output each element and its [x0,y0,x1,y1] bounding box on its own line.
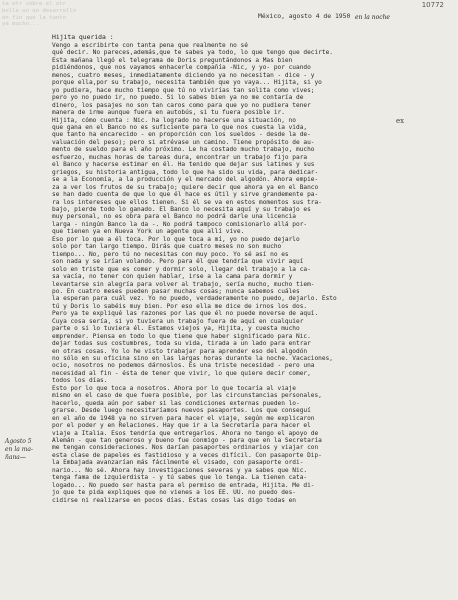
body-line: larga - ningún Banco la da -. No podrá tampoco comisionarlo allá por- [52,220,308,228]
margin-note-line: Agosto 5 [5,438,32,445]
body-line: mismo en el caso de que fuera posible, por las circunstancias personales, [52,392,322,400]
body-line: tiempo... No, pero tú no necesitas con muy poco. Yo sé así no es [52,250,289,258]
body-line: en el año de 1948 ya no sirven para hacer el viaje, según me explicaron [52,414,315,422]
body-line: esta clase de papeles es fastidioso y a veces difícil. Con pasaporte Dip- [52,451,322,459]
body-line: que tanto ha encarecido - en proporción con los sueldos - desde la de- [52,131,311,139]
body-line: levantarse sin alegría para volver al trabajo, sería mucho, mucho tiem- [52,280,315,288]
body-line: ra los intereses que ellos tienen. Si él se va en estos momentos sus tra- [52,198,322,206]
body-line: se han dado cuenta de que lo que él hace es útil y sirve grandemente pa- [52,191,319,199]
body-line: Cuya cosa sería, si yo tuviera un trabajo fuera de aquí en cualquier [52,317,304,325]
body-line: solo por tan largo tiempo. Dirás que cuatro meses no son mucho [52,243,282,251]
body-line: bajo, pierde todo lo ganado. El Banco lo necesita aquí y su trabajo es [52,205,311,213]
body-line: Eso por lo que a él toca. Por lo que toca a mí, yo no puedo dejarlo [52,235,300,243]
body-line: por el poder y en Relaciones. Hay que ir a la Secretaría para hacer el [52,422,311,430]
body-line: mento de sueldo para el año próximo. Le ha costado mucho trabajo, mucho [52,146,315,154]
body-line: nario... No sé. Ahora hay investigaciones severas y ya sabes que Nic. [52,466,308,474]
body-line: ocio, nosotros no podemos dárnoslos. Es una triste necesidad - pero una [52,362,315,370]
body-line: en otras cosas. Yo lo he visto trabajar para aprender eso del algodón [52,347,308,355]
body-line: pero yo no puedo ir, no puedo. Si lo sabes bien ya no me contaría de [52,94,304,102]
body-line: necesidad al fin - ésta de tener que vivir, lo que quiere decir comer, [52,369,311,377]
body-line: logado... No puedo ser hasta para el permiso de entrada, Hijita. Me di- [52,481,315,489]
body-line: la Embajada avanzarían más fácilmente el visado, con pasaporte ordi- [52,459,304,467]
body-line: el Banco y hacerse estimar en él. Ha tenido que dejar sus latines y sus [52,161,315,169]
body-line: sa vacía, no tener con quien hablar, irse a la cama para dormir y [52,273,293,281]
handwritten-note-top: en la noche [355,14,390,21]
bleed-through-line: ta otr sobre el otr [2,1,66,7]
body-line: menos, cuatro meses, inmediatamente diciendo ya no necesitan - dice - y [52,71,315,79]
body-line: grarse. Desde luego necesitaríamos nuevos pasaportes. Los que conseguí [52,407,311,415]
body-line: que tienen ya en Nueva York un agente que allí vive. [52,228,245,236]
body-line: la esperan para cuál vez. Yo no puedo, verdaderamente no puedo, dejarlo. Esto [52,295,337,303]
body-line: pidiéndonos, que nos vayamos enhacerle compañía -Nic, y yo- por cuando [52,64,311,72]
salutation: Hijita querida : [52,33,114,41]
body-line: dinero, los pasajes no son tan caros como para que yo no pudiera tener [52,101,311,109]
body-line: se a la Economía, a la producción y el mercado del algodón. Ahora empie- [52,176,319,184]
body-line: jo que te pida expliques que no vienes a los EE. UU. no puedo des- [52,489,297,497]
body-line: tú y Doris lo sabéis muy bien. Por eso ella me dice de irnos los dos. [52,302,308,310]
handwritten-mark: ex [396,117,405,125]
body-line: po. En cuatro meses pueden pasar muchas cosas; nunca sabemos cuáles [52,287,300,295]
body-line: manera de irme aunque fuera en autobús, si tu fuera posible ir. [52,109,285,117]
body-line: yo pudiera, hace mucho tiempo que tú no vivirías tan solita como vives; [52,86,315,94]
body-line: que gana en el Banco no es suficiente para lo que nos cuesta la vida, [52,123,308,131]
body-line: valuación del peso); pero si atrévase un camino. Tiene propósito de au- [52,138,315,146]
body-line: cidirse ni realizarse en pocos días. Estas cosas las digo todas en [52,496,297,504]
body-line: emprender. Piensa en todo lo que tiene que haber significado para Nic. [52,332,311,340]
body-line: hacerlo, queda aún por saber si las condiciones externas pueden lo- [52,399,300,407]
body-line: Esto por lo que toca a nosotros. Ahora por lo que tocaría al viaje [52,384,297,392]
body-line: griegos, su historia antigua, todo lo que ha sido su vida, para dedicar- [52,168,319,176]
body-line: za a ver los frutos de su trabajo; quiere decir que ahora ya en el Banco [52,183,319,191]
margin-note-line: ñana— [5,454,26,461]
dateline: México, agosto 4 de 1950 [258,12,351,20]
body-line: muy personal, no es obra para el Banco no podrá darle una licencia [52,213,297,221]
body-line: qué decir. No pareces,además,que te sabes ya todo, lo que tengo que decirte. [52,49,333,57]
body-line: Vengo a escribirte con tanta pena que realmente no sé [52,42,248,49]
bleed-through-line: ya mucho... [2,21,40,28]
body-line: dejar todas sus costumbres, toda su vida, tirada a un lado para entrar [52,340,311,348]
body-line: todos los días. [52,377,108,385]
body-line: esfuerzo, muchas horas de tareas dura, encontrar un trabajo fijo para [52,153,308,161]
body-line: parte o si lo tuviera él. Estamos viejos ya, Hijita, y cuesta mucho [52,325,300,333]
body-line: porque ella,por su trabajo, necesita también que yo vaya... Hijita, si yo [52,79,322,87]
body-line: solo en triste que es comer y dormir solo, llegar del trabajo a la ca- [52,265,311,273]
body-line: Hijita, cómo cuenta : Nic. ha logrado no hacerse una situación, no [52,116,297,124]
body-line: me tengan consideraciones. Nos darían pasaportes ordinarios y viajar con [52,444,319,452]
bleed-through-line: en fin que la tanto [2,14,66,21]
margin-note-line: en la ma- [5,446,34,453]
body-line: viaje a Italia. Esos tendría que entregarlos. Ahora no tengo el apoyo de [52,429,319,437]
bleed-through-line: bolle un un desarrollo [2,7,77,14]
body-line: no sólo en su oficina sino en las largas horas durante la noche. Vacaciones, [52,355,333,363]
archive-number: 10772 [421,1,444,9]
bleed-through-text [2,1,122,28]
body-line: Alemán - que tan generoso y bueno fue conmigo - para que en la Secretaría [52,437,322,445]
letter-body [52,42,447,504]
body-line: tenga fama de izquierdista - y tú sabes que lo tenga. La tienen cata- [52,474,308,482]
body-line: son nada y se irían volando. Pero para él que tendría que vivir aquí [52,258,304,266]
body-line: Esta mañana llegó el telegrama de Doris preguntándonos a Mas bien [52,56,293,64]
handwritten-margin-note [5,438,45,462]
body-line: Pero ya te expliqué las razones por las que él no puede moverse de aquí. [52,310,319,318]
